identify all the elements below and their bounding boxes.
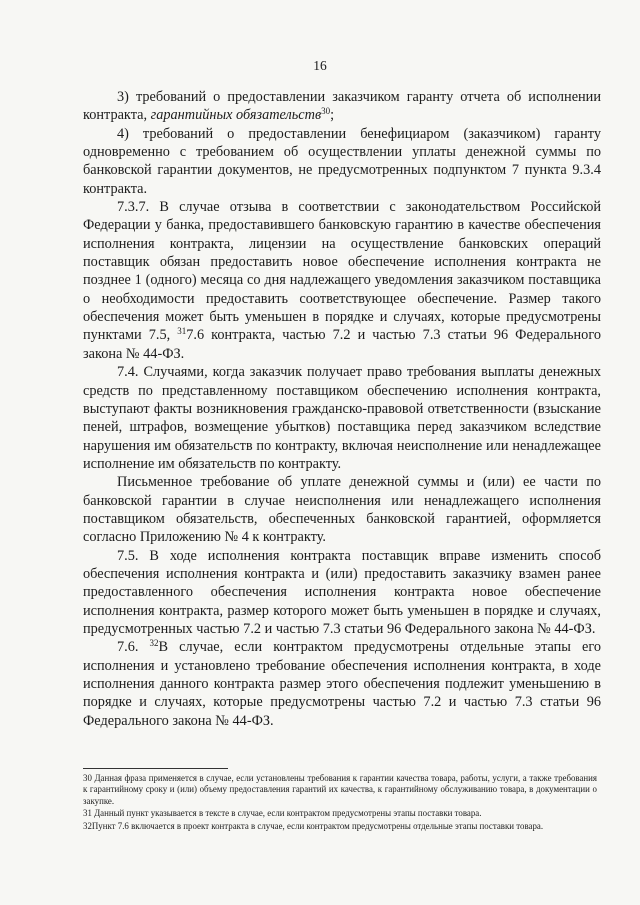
footnote-ref-31: 31: [177, 326, 187, 337]
footnote-31: 31 Данный пункт указывается в тексте в случае, если контрактом предусмотрены этапы поставки товара.: [83, 808, 482, 819]
paragraph-7-5: 7.5. В ходе исполнения контракта поставщик вправе изменить способ обеспечения исполнения контракта и (или) предоставить заказчику взамен ранее предоставленного обеспечения исполнения контракта новое обеспечение исполнения контракта, размер которого может быть уменьшен в порядке и случаях, предусмотренных частью 7.2 и частью 7.3 статьи 96 Федерального закона № 44-ФЗ.: [83, 547, 601, 637]
footnote-32: 32Пункт 7.6 включается в проект контракта в случае, если контрактом предусмотрены отдельные этапы поставки товара.: [83, 820, 544, 831]
contract-body: [83, 88, 601, 730]
clause-7-6-text: В случае, если контрактом предусмотрены отдельные этапы его исполнения и установлено требование обеспечения исполнения контракта, в ходе исполнения данного контракта размер этого обеспечения подлежит уменьшению в порядке и случаях, которые предусмотрены частью 7.2 и частью 7.3 статьи 96 Федерального закона № 44-ФЗ.: [83, 639, 601, 729]
paragraph-7-4: 7.4. Случаями, когда заказчик получает право требования выплаты денежных средств по представленному поставщиком обеспечению исполнения контракта, выступают факты возникновения гражданско-правовой ответственности (взыскание пеней, штрафов, возмещение убытков) поставщика перед заказчиком вследствие нарушения им обязательств по контракту, включая неисполнение или ненадлежащее исполнение им обязательств по контракту.: [83, 364, 601, 472]
clause-7-3-7-end: 7.6 контракта, частью 7.2 и частью 7.3 статьи 96 Федерального закона № 44-ФЗ.: [83, 327, 601, 362]
paragraph-clause-4: 4) требований о предоставлении бенефициаром (заказчиком) гаранту одновременно с требованием об осуществлении уплаты денежной суммы по банковской гарантии документов, не предусмотренных подпунктом 7 пункта 9.3.4 контракта.: [83, 125, 601, 197]
clause-3-end: ;: [330, 107, 335, 124]
paragraph-7-6: [83, 638, 601, 730]
page-number: 16: [313, 58, 327, 73]
paragraph-7-3-7: [83, 198, 601, 363]
footnote-separator: [83, 768, 228, 769]
footnote-30: 30 Данная фраза применяется в случае, если установлены требования к гарантии качества товара, работы, услуги, а также требования к гарантийному сроку и (или) объему предоставления гарантий их качества, к гарантийному обслуживанию товара, в документации о закупке.: [83, 773, 597, 806]
footnote-ref-30: 30: [321, 106, 331, 117]
paragraph-clause-3: [83, 88, 601, 125]
footnote-ref-32: 32: [149, 638, 159, 649]
clause-7-6-number: 7.6.: [117, 639, 150, 656]
clause-7-3-7-text: 7.3.7. В случае отзыва в соответствии с законодательством Российской Федерации у банка, предоставившего банковскую гарантию в качестве обеспечения исполнения контракта, лицензии на осуществление банковских операций поставщик обязан предоставить новое обеспечение исполнения контракта не позднее 1 (одного) месяца со дня надлежащего уведомления заказчиком поставщика о необходимости предоставить соответствующее обеспечение. Размер такого обеспечения может быть уменьшен в порядке и случаях, которые предусмотрены пунктами 7.5,: [83, 199, 601, 344]
footnotes: [83, 773, 597, 833]
clause-3-italic: гарантийных обязательств: [150, 107, 322, 124]
clause-3-text: 3) требований о предоставлении заказчиком гаранту отчета об исполнении контракта,: [83, 89, 601, 124]
paragraph-written-demand: Письменное требование об уплате денежной суммы и (или) ее части по банковской гарантии в случае неисполнения или ненадлежащего исполнения поставщиком обязательств, обеспеченных банковской гарантией, оформляется согласно Приложению № 4 к контракту.: [83, 474, 601, 546]
